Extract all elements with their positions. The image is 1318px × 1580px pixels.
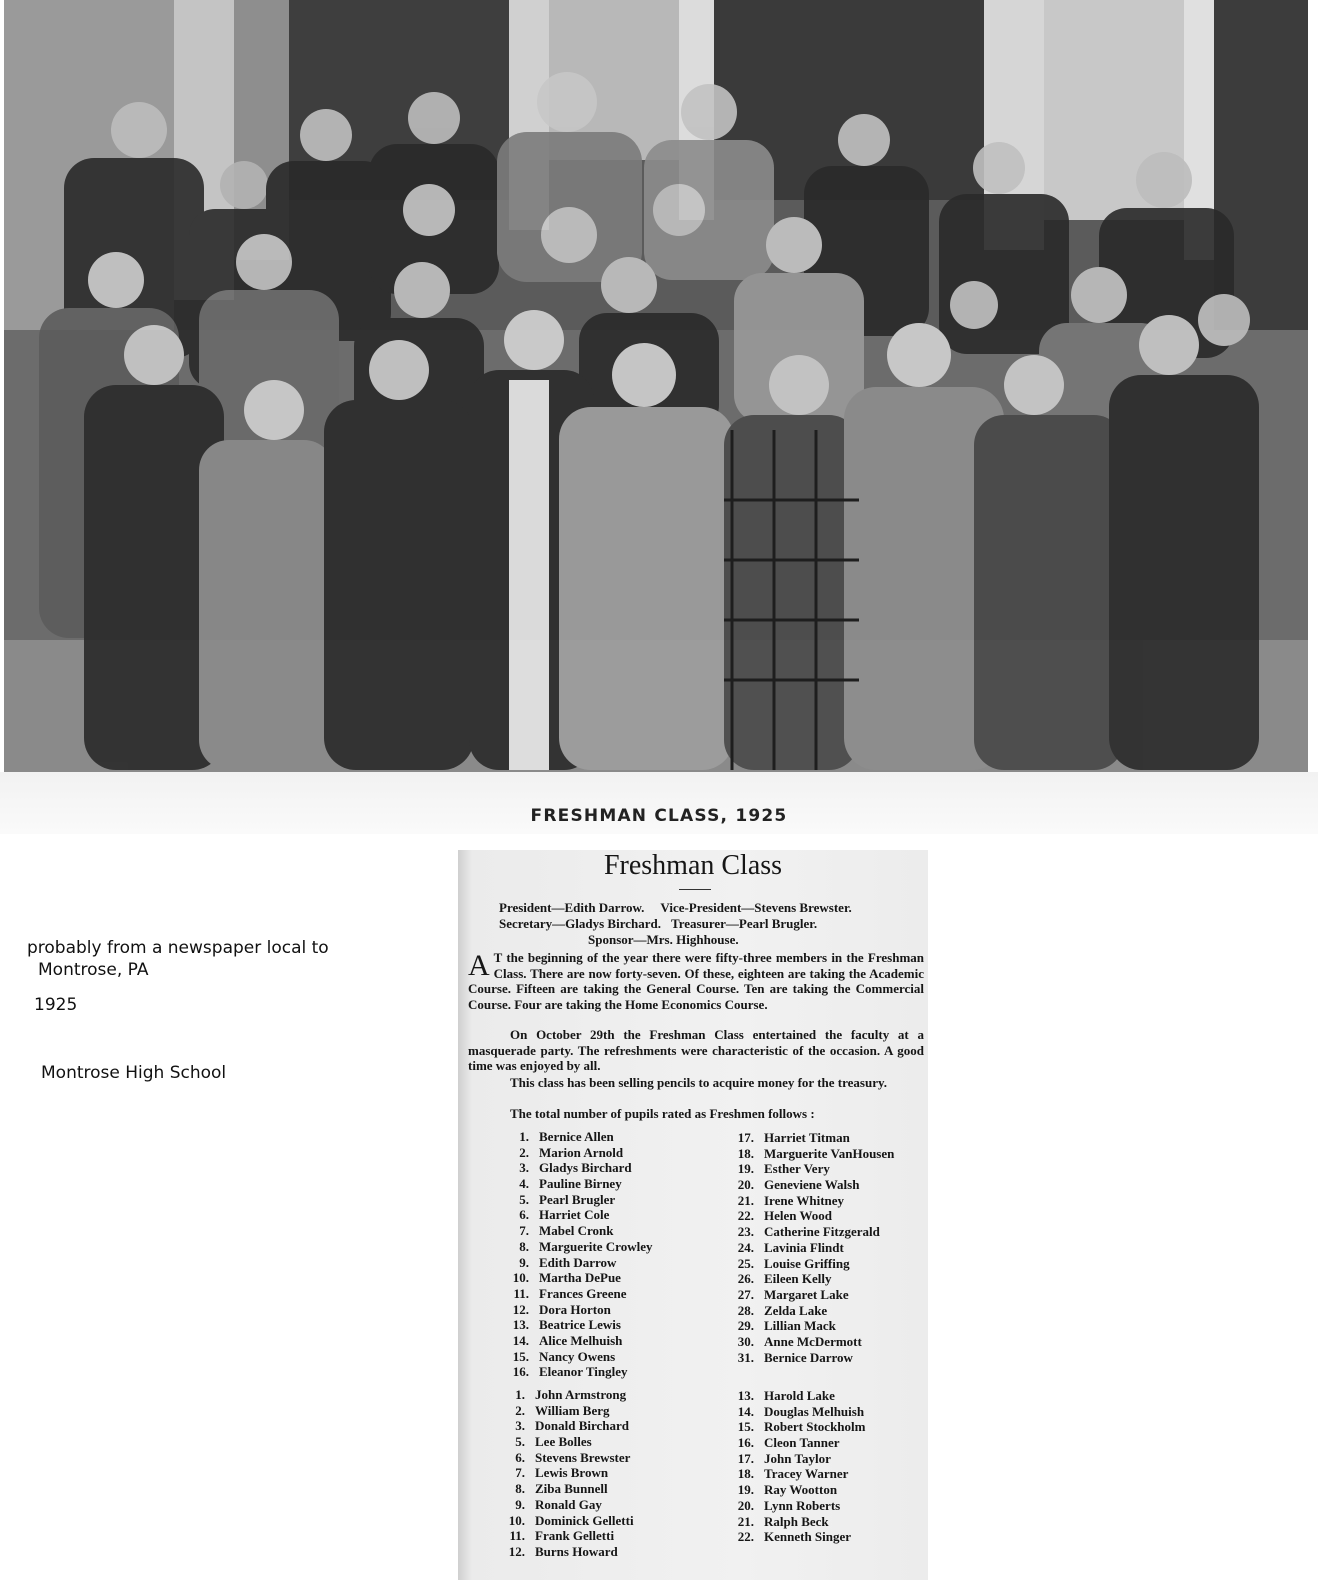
list-item-name: Ray Wootton	[764, 1482, 838, 1498]
list-item-number: 25.	[737, 1255, 754, 1271]
list-item-number: 22.	[737, 1529, 754, 1545]
photo-caption: FRESHMAN CLASS, 1925	[530, 806, 788, 826]
list-item-name: Esther Very	[764, 1161, 830, 1177]
list-item	[499, 1513, 634, 1529]
clipping-title: Freshman Class	[603, 850, 783, 881]
officer-vice-president: Vice-President—Stevens Brewster.	[660, 900, 852, 915]
list-item-name: Eleanor Tingley	[539, 1364, 628, 1380]
list-item-name: Douglas Melhuish	[764, 1403, 865, 1419]
list-item	[503, 1176, 652, 1192]
list-item-name: John Taylor	[764, 1450, 831, 1466]
list-item	[499, 1450, 634, 1466]
list-item-name: Cleon Tanner	[764, 1435, 840, 1451]
list-item-number: 2.	[519, 1144, 529, 1160]
list-item	[728, 1130, 894, 1146]
list-item	[503, 1145, 652, 1161]
list-item-name: John Armstrong	[535, 1387, 627, 1402]
boys-list-left	[499, 1387, 634, 1560]
list-item-number: 28.	[737, 1302, 754, 1318]
list-item	[728, 1224, 894, 1240]
list-item-number: 9.	[515, 1496, 525, 1512]
list-item	[499, 1528, 634, 1544]
list-item	[499, 1544, 634, 1560]
list-item-number: 19.	[737, 1482, 754, 1498]
list-item	[728, 1161, 894, 1177]
list-item-name: Catherine Fitzgerald	[764, 1224, 880, 1240]
officers-row-3	[588, 932, 739, 948]
list-item-name: Geneviene Walsh	[764, 1177, 860, 1193]
list-item-name: Frances Greene	[539, 1285, 627, 1301]
list-item-number: 13.	[737, 1388, 754, 1403]
list-item-number: 7.	[519, 1223, 529, 1239]
list-item-number: 24.	[737, 1239, 754, 1255]
list-item-name: Bernice Allen	[539, 1129, 614, 1144]
list-item	[728, 1466, 865, 1482]
year-note: 1925	[34, 995, 78, 1015]
officers-row-1	[499, 900, 852, 916]
list-item-name: Marguerite VanHousen	[764, 1145, 895, 1161]
list-item	[503, 1302, 652, 1318]
list-item-number: 16.	[737, 1435, 754, 1451]
paragraph-party	[468, 1027, 924, 1074]
list-item-name: Ralph Beck	[764, 1513, 829, 1529]
list-item-name: Martha DePue	[539, 1270, 621, 1286]
officer-sponsor: Sponsor—Mrs. Highhouse.	[588, 932, 739, 947]
list-item-number: 13.	[512, 1317, 529, 1333]
list-item-name: Louise Griffing	[764, 1255, 850, 1271]
list-item-number: 10.	[508, 1512, 525, 1528]
paragraph-membership-text: T the beginning of the year there were fifty-three members in the Freshman Class. There are now forty-seven. Of these, eighteen are taking the Academic Course. Fifteen are taking the General Course. Ten are taking the Commercial Course. Four are taking the Home Economics Course.	[468, 950, 924, 1012]
list-item-number: 5.	[515, 1434, 525, 1450]
paragraph-pencils	[468, 1075, 924, 1091]
list-item-name: Harriet Cole	[539, 1207, 610, 1223]
list-item	[499, 1481, 634, 1497]
list-item	[503, 1333, 652, 1349]
list-item-name: Frank Gelletti	[535, 1528, 615, 1544]
list-item-number: 19.	[737, 1161, 754, 1177]
list-item-number: 5.	[519, 1191, 529, 1207]
list-item	[728, 1193, 894, 1209]
list-item-number: 26.	[737, 1271, 754, 1287]
boys-list-right	[728, 1388, 865, 1545]
list-item-number: 17.	[737, 1450, 754, 1466]
list-item	[728, 1256, 894, 1272]
list-item-name: Eileen Kelly	[764, 1271, 832, 1287]
class-photo-illustration	[4, 0, 1308, 772]
list-item	[503, 1364, 652, 1380]
list-item	[728, 1514, 865, 1530]
paragraph-party-text: On October 29th the Freshman Class entertained the faculty at a masquerade party. The refreshments were characteristic of the occasion. A good time was enjoyed by all.	[468, 1027, 924, 1073]
list-item-number: 15.	[737, 1419, 754, 1435]
list-item-number: 12.	[512, 1301, 529, 1317]
list-item	[503, 1129, 652, 1145]
list-item-name: Alice Melhuish	[539, 1332, 623, 1348]
source-note-line1: probably from a newspaper local to	[27, 938, 329, 958]
list-item-name: Lillian Mack	[764, 1318, 836, 1334]
list-item-name: Lee Bolles	[535, 1434, 592, 1450]
list-item-number: 21.	[737, 1192, 754, 1208]
list-item-number: 20.	[737, 1497, 754, 1513]
list-item-number: 6.	[519, 1207, 529, 1223]
list-item-name: Pauline Birney	[539, 1176, 622, 1192]
newspaper-clipping	[458, 850, 928, 1580]
list-item-number: 12.	[508, 1543, 525, 1559]
list-item	[728, 1287, 894, 1303]
list-item-number: 14.	[737, 1403, 754, 1419]
list-item-number: 2.	[515, 1402, 525, 1418]
list-item-name: Irene Whitney	[764, 1192, 845, 1208]
list-item-name: Zelda Lake	[764, 1302, 828, 1318]
list-item-name: Marguerite Crowley	[539, 1238, 653, 1254]
paragraph-pencils-text: This class has been selling pencils to acquire money for the treasury.	[510, 1075, 888, 1090]
list-item-number: 1.	[515, 1387, 525, 1402]
list-item	[499, 1403, 634, 1419]
officer-president: President—Edith Darrow.	[499, 900, 645, 915]
list-item	[503, 1192, 652, 1208]
officers-row-2	[499, 916, 817, 932]
list-item	[728, 1435, 865, 1451]
list-item-name: William Berg	[535, 1402, 610, 1418]
list-item	[499, 1418, 634, 1434]
list-item-name: Gladys Birchard	[539, 1160, 632, 1176]
list-item-name: Nancy Owens	[539, 1348, 616, 1364]
list-item-number: 9.	[519, 1254, 529, 1270]
list-item-name: Harriet Titman	[764, 1130, 850, 1145]
list-item	[728, 1303, 894, 1319]
list-item-number: 27.	[737, 1286, 754, 1302]
list-item-number: 30.	[737, 1333, 754, 1349]
list-item	[728, 1498, 865, 1514]
list-item	[503, 1239, 652, 1255]
list-item-number: 18.	[737, 1466, 754, 1482]
list-item-name: Marion Arnold	[539, 1144, 624, 1160]
list-item-number: 21.	[737, 1513, 754, 1529]
school-note: Montrose High School	[41, 1063, 227, 1083]
list-item-name: Edith Darrow	[539, 1254, 617, 1270]
list-item	[728, 1529, 865, 1545]
girls-list-right	[728, 1130, 894, 1365]
list-item-number: 4.	[519, 1176, 529, 1192]
source-note	[27, 937, 357, 981]
title-divider	[679, 889, 711, 890]
list-item	[503, 1286, 652, 1302]
list-item	[728, 1404, 865, 1420]
list-item	[503, 1255, 652, 1271]
list-item-name: Lynn Roberts	[764, 1497, 841, 1513]
list-item-number: 18.	[737, 1145, 754, 1161]
list-item-number: 11.	[513, 1285, 529, 1301]
list-item-name: Dominick Gelletti	[535, 1512, 634, 1528]
list-item-name: Harold Lake	[764, 1388, 835, 1403]
list-item-number: 16.	[512, 1364, 529, 1380]
list-item-name: Robert Stockholm	[764, 1419, 866, 1435]
list-item	[728, 1177, 894, 1193]
list-item-number: 3.	[519, 1160, 529, 1176]
list-item-name: Stevens Brewster	[535, 1449, 631, 1465]
list-item-number: 23.	[737, 1224, 754, 1240]
list-item	[503, 1207, 652, 1223]
class-photo	[4, 0, 1308, 772]
list-item	[499, 1465, 634, 1481]
list-item-number: 11.	[509, 1528, 525, 1544]
list-item	[728, 1318, 894, 1334]
list-item-name: Margaret Lake	[764, 1286, 849, 1302]
paragraph-membership	[468, 950, 924, 1012]
list-item-name: Ziba Bunnell	[535, 1481, 608, 1497]
list-item-name: Kenneth Singer	[764, 1529, 852, 1545]
list-item-name: Beatrice Lewis	[539, 1317, 621, 1333]
list-item-number: 17.	[737, 1130, 754, 1145]
list-item	[728, 1240, 894, 1256]
list-item-number: 6.	[515, 1449, 525, 1465]
list-item-number: 1.	[519, 1129, 529, 1144]
list-item-name: Helen Wood	[764, 1208, 833, 1224]
list-item	[499, 1434, 634, 1450]
list-item-number: 15.	[512, 1348, 529, 1364]
list-item-name: Lewis Brown	[535, 1465, 609, 1481]
list-item-name: Burns Howard	[535, 1543, 618, 1559]
list-item-number: 14.	[512, 1332, 529, 1348]
list-item-name: Tracey Warner	[764, 1466, 849, 1482]
officer-treasurer: Treasurer—Pearl Brugler.	[671, 916, 818, 931]
list-item-name: Dora Horton	[539, 1301, 611, 1317]
list-item	[728, 1419, 865, 1435]
list-item	[503, 1349, 652, 1365]
list-item	[728, 1146, 894, 1162]
list-item	[503, 1317, 652, 1333]
officer-secretary: Secretary—Gladys Birchard.	[499, 916, 662, 931]
drop-cap: A	[468, 949, 490, 982]
list-item	[728, 1208, 894, 1224]
source-note-line2: Montrose, PA	[38, 960, 149, 980]
list-item-number: 29.	[737, 1318, 754, 1334]
list-item	[728, 1388, 865, 1404]
list-item-number: 7.	[515, 1465, 525, 1481]
list-item	[499, 1387, 634, 1403]
list-item	[503, 1160, 652, 1176]
list-item-name: Lavinia Flindt	[764, 1239, 844, 1255]
list-item	[503, 1223, 652, 1239]
list-item	[728, 1482, 865, 1498]
list-item-number: 3.	[515, 1418, 525, 1434]
list-item-name: Mabel Cronk	[539, 1223, 614, 1239]
list-item	[728, 1334, 894, 1350]
list-item-name: Ronald Gay	[535, 1496, 602, 1512]
paragraph-list-intro	[468, 1106, 924, 1122]
list-item	[728, 1451, 865, 1467]
list-item	[728, 1350, 894, 1366]
list-item-name: Donald Birchard	[535, 1418, 630, 1434]
list-item-number: 8.	[519, 1238, 529, 1254]
paragraph-list-intro-text: The total number of pupils rated as Freshmen follows :	[510, 1106, 815, 1121]
list-item-number: 31.	[737, 1349, 754, 1365]
list-item-number: 20.	[737, 1177, 754, 1193]
list-item	[728, 1271, 894, 1287]
list-item-name: Anne McDermott	[764, 1333, 862, 1349]
list-item-number: 8.	[515, 1481, 525, 1497]
list-item-name: Pearl Brugler	[539, 1191, 616, 1207]
list-item-number: 22.	[737, 1208, 754, 1224]
list-item	[499, 1497, 634, 1513]
list-item-number: 10.	[512, 1270, 529, 1286]
girls-list-left	[503, 1129, 652, 1380]
list-item	[503, 1270, 652, 1286]
list-item-name: Bernice Darrow	[764, 1349, 853, 1365]
